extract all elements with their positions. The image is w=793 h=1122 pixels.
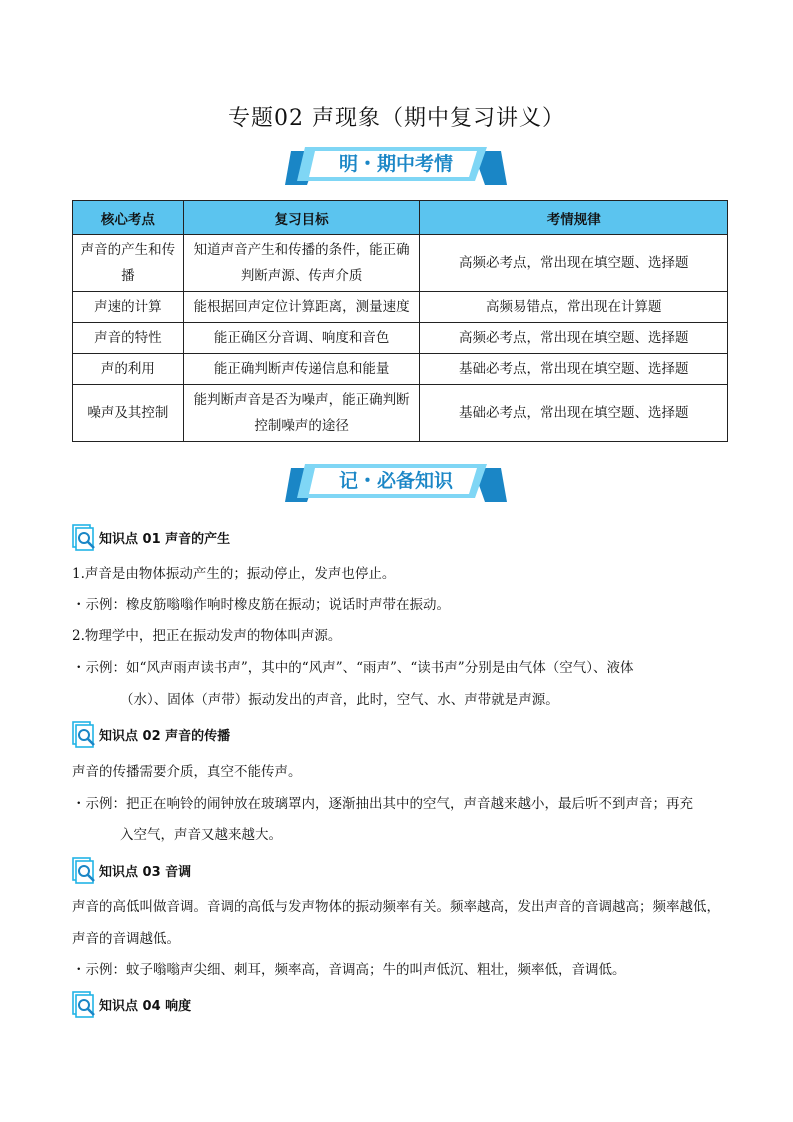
paragraph: 1.声音是由物体振动产生的；振动停止，发声也停止。 [72,566,396,582]
knowledge-point-title: 知识点 01 声音的产生 [99,532,231,547]
magnifier-book-icon [72,524,98,552]
table-row [73,323,728,354]
paragraph: 声音的传播需要介质，真空不能传声。 [72,764,302,780]
section-banner-exam [285,147,507,189]
table-cell: 能判断声音是否为噪声，能正确判断控制噪声的途径 [183,385,420,442]
table-row [73,354,728,385]
table-cell: 声音的产生和传播 [73,235,184,292]
table-cell: 声速的计算 [73,292,184,323]
example-text: ・示例：蚊子嗡嗡声尖细、刺耳，频率高，音调高；牛的叫声低沉、粗壮，频率低，音调低。 [72,962,626,978]
knowledge-point-title: 知识点 03 音调 [99,865,192,880]
table-cell: 高频必考点，常出现在填空题、选择题 [420,235,728,292]
table-cell: 能正确判断声传递信息和能量 [183,354,420,385]
table-row [73,292,728,323]
section-banner-knowledge [285,464,507,506]
paragraph: 2.物理学中，把正在振动发声的物体叫声源。 [72,628,342,644]
example-text: ・示例：橡皮筋嗡嗡作响时橡皮筋在振动；说话时声带在振动。 [72,597,450,613]
example-text-continued: （水）、固体（声带）振动发出的声音，此时，空气、水、声带就是声源。 [120,692,559,708]
table-cell: 能正确区分音调、响度和音色 [183,323,420,354]
table-row [73,385,728,442]
column-header: 核心考点 [73,201,184,235]
table-cell: 高频易错点，常出现在计算题 [420,292,728,323]
banner-title: 明・期中考情 [338,153,453,175]
table-header-row [73,201,728,235]
magnifier-book-icon [72,721,98,749]
column-header: 复习目标 [183,201,420,235]
table-cell: 基础必考点，常出现在填空题、选择题 [420,354,728,385]
table-cell: 知道声音产生和传播的条件，能正确判断声源、传声介质 [183,235,420,292]
table-cell: 声音的特性 [73,323,184,354]
table-cell: 高频必考点，常出现在填空题、选择题 [420,323,728,354]
page-title: 专题02 声现象（期中复习讲义） [228,106,565,131]
example-text: ・示例：如“风声雨声读书声”，其中的“风声”、“雨声”、“读书声”分别是由气体（空气）、液体 [72,660,634,676]
table-cell: 基础必考点，常出现在填空题、选择题 [420,385,728,442]
table-row [73,235,728,292]
table-cell: 声的利用 [73,354,184,385]
table-cell: 噪声及其控制 [73,385,184,442]
knowledge-point-title: 知识点 04 响度 [99,999,192,1014]
example-text-continued: 入空气，声音又越来越大。 [120,827,282,843]
magnifier-book-icon [72,857,98,885]
column-header: 考情规律 [420,201,728,235]
example-text: ・示例：把正在响铃的闹钟放在玻璃罩内，逐渐抽出其中的空气，声音越来越小，最后听不到声音；再充 [72,796,693,812]
paragraph: 声音的高低叫做音调。音调的高低与发声物体的振动频率有关。频率越高，发出声音的音调越高；频率越低，声音的音调越低。 [72,899,720,947]
exam-analysis-table [72,200,728,442]
table-cell: 能根据回声定位计算距离，测量速度 [183,292,420,323]
banner-title: 记・必备知识 [338,470,453,492]
magnifier-book-icon [72,991,98,1019]
knowledge-point-title: 知识点 02 声音的传播 [99,729,231,744]
